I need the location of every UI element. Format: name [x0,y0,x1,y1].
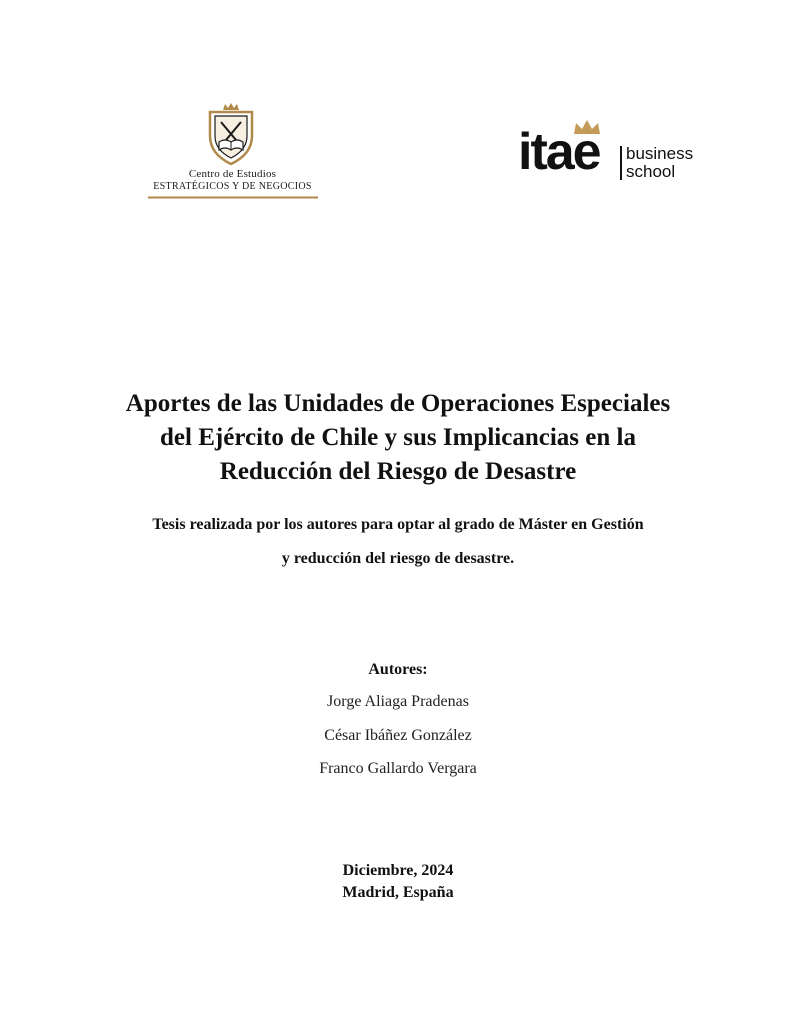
thesis-title-line1: Aportes de las Unidades de Operaciones Especiales [125,390,671,417]
thesis-subtitle-line1: Tesis realizada por los autores para optar al grado de Máster en Gestión [152,516,644,533]
cen-logo-rule [148,196,318,199]
itae-wordmark: itae [518,123,600,181]
cen-logo [140,100,325,205]
itae-tagline-line1: business [626,144,694,163]
thesis-subtitle-line2: y reducción del riesgo de desastre. [281,550,515,567]
authors-label: Autores: [368,661,428,678]
thesis-title-line3: Reducción del Riesgo de Desastre [219,458,577,485]
author-name: Franco Gallardo Vergara [319,760,477,777]
publication-date: Diciembre, 2024 [342,862,454,879]
crest-shield-icon [204,102,258,166]
itae-logo [516,118,716,188]
thesis-subtitle [60,508,736,576]
author-name: César Ibáñez González [324,727,472,744]
itae-divider [620,146,622,180]
itae-tagline-line2: school [626,162,676,181]
thesis-title [60,387,736,489]
cen-logo-line2: ESTRATÉGICOS Y DE NEGOCIOS [153,181,312,192]
author-name: Jorge Aliaga Pradenas [327,693,469,710]
publication-place: Madrid, España [342,884,454,901]
cen-logo-line1: Centro de Estudios [188,168,277,180]
itae-tagline [626,145,693,181]
thesis-title-line2: del Ejército de Chile y sus Implicancias en la [160,424,636,451]
